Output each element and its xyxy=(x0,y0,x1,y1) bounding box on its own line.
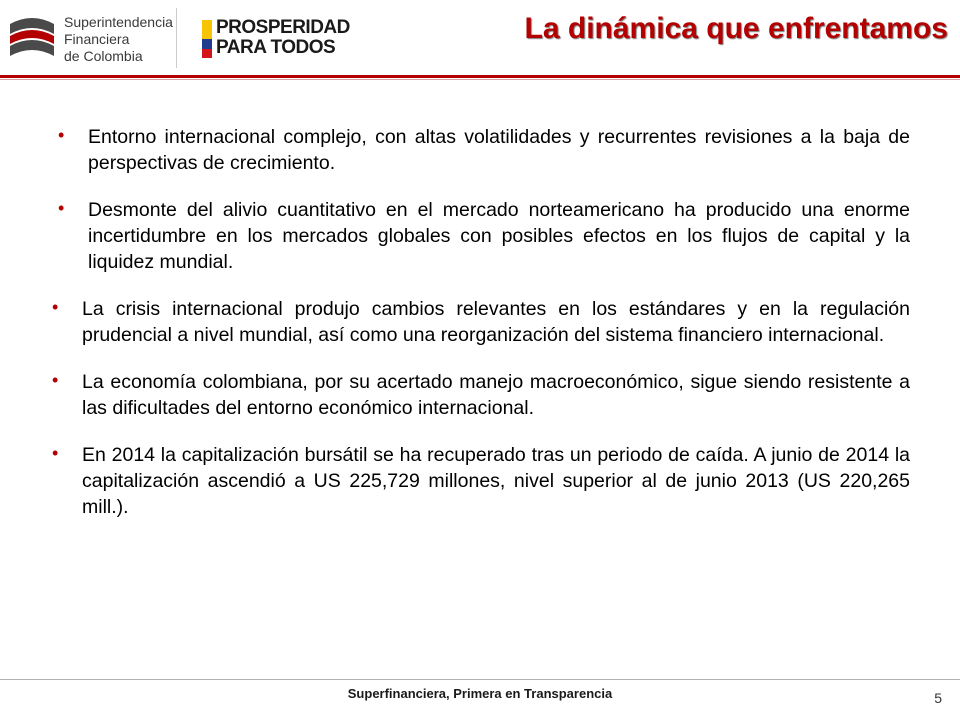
prosperidad-logo-text xyxy=(216,18,350,58)
superfinanciera-logo-text xyxy=(64,14,178,65)
bullet-item xyxy=(52,124,910,176)
bullet-dot-icon: • xyxy=(58,125,65,145)
bullet-item xyxy=(52,296,910,348)
superfinanciera-logo xyxy=(6,10,178,68)
logo-line-2: Financiera xyxy=(64,31,130,47)
bullet-text: Entorno internacional complejo, con altas volatilidades y recurrentes revisiones a la baja de perspectivas de crecimiento. xyxy=(88,126,910,174)
prosperidad-line-2: PARA TODOS xyxy=(216,37,336,58)
superfinanciera-emblem-icon xyxy=(6,14,58,66)
slide-header xyxy=(0,0,960,80)
title-underline-secondary xyxy=(0,79,960,80)
footer-divider xyxy=(0,679,960,680)
bullet-text: La economía colombiana, por su acertado manejo macroeconómico, sigue siendo resistente a las dificultades del entorno económico internacional. xyxy=(82,371,910,419)
bullet-item xyxy=(52,442,910,520)
slide-title: La dinámica que enfrentamos xyxy=(524,12,948,45)
bullet-text: En 2014 la capitalización bursátil se ha recuperado tras un periodo de caída. A junio de 2014 la capitalización ascendió a US 225,729 millones, nivel superior al de junio 2013 (US 220,265 mill.). xyxy=(82,444,910,518)
bullet-dot-icon: • xyxy=(52,443,59,463)
footer-tagline: Superfinanciera, Primera en Transparencia xyxy=(347,686,613,701)
bullet-dot-icon: • xyxy=(58,198,65,218)
prosperidad-line-1: PROSPERIDAD xyxy=(216,17,350,38)
bullet-dot-icon: • xyxy=(52,297,59,317)
title-underline xyxy=(0,75,960,78)
bullet-text: La crisis internacional produjo cambios relevantes en los estándares y en la regulación prudencial a nivel mundial, así como una reorganización del sistema financiero internacional. xyxy=(82,298,910,346)
logo-line-3: de Colombia xyxy=(64,48,143,64)
bullet-list xyxy=(52,124,910,541)
logo-line-1: Superintendencia xyxy=(64,14,173,30)
logo-divider xyxy=(176,8,177,68)
colombia-flag-icon xyxy=(202,20,212,58)
bullet-text: Desmonte del alivio cuantitativo en el mercado norteamericano ha producido una enorme incertidumbre en los mercados globales con posibles efectos en los flujos de capital y la liquidez mundial. xyxy=(88,199,910,273)
bullet-item xyxy=(52,369,910,421)
bullet-dot-icon: • xyxy=(52,370,59,390)
page-number: 5 xyxy=(934,690,942,706)
prosperidad-logo xyxy=(202,18,352,60)
bullet-item xyxy=(52,197,910,275)
